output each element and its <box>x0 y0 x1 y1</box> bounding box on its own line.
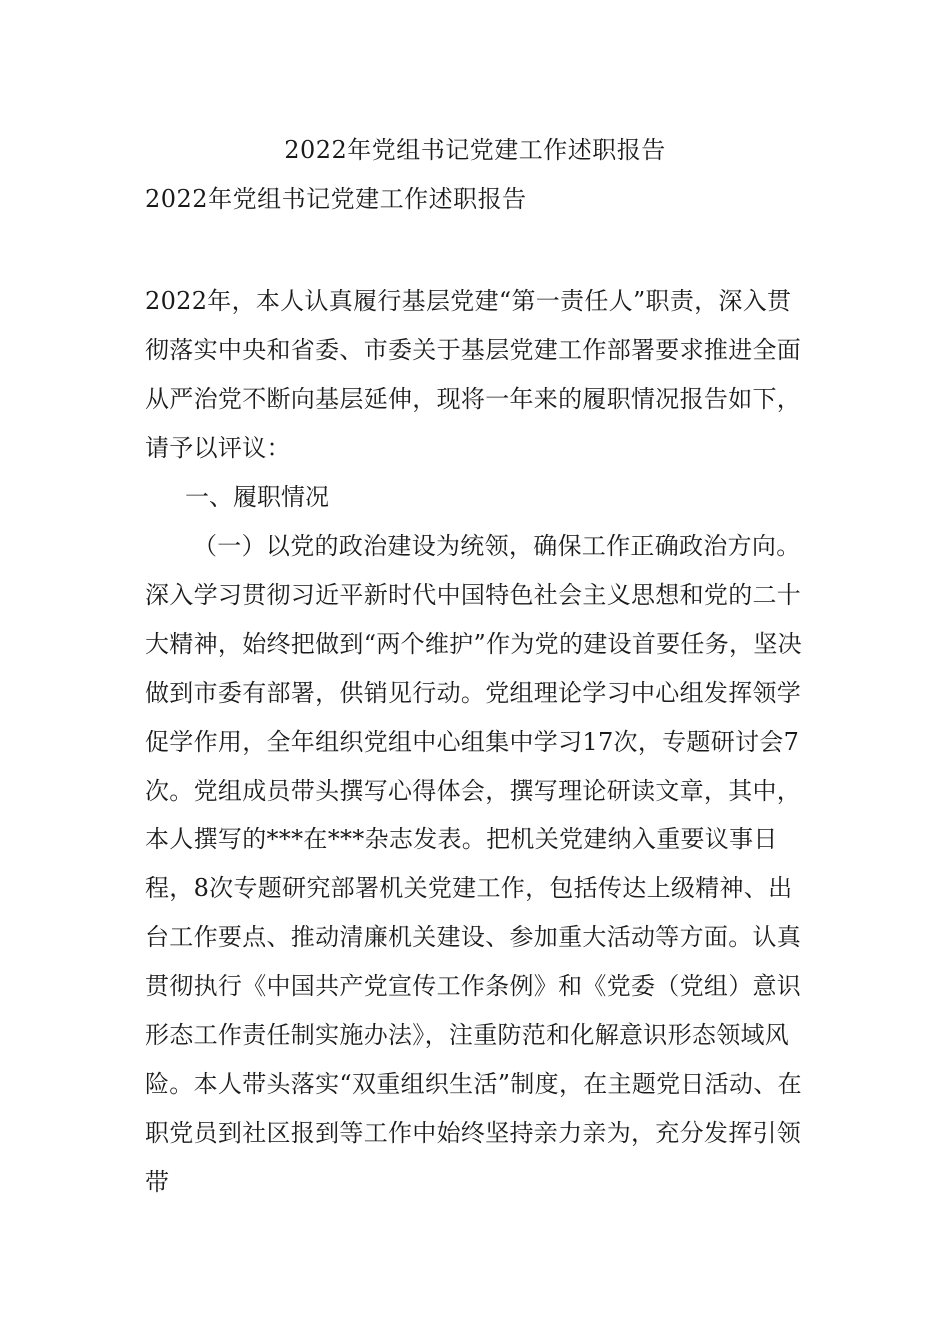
document-subtitle: 2022年党组书记党建工作述职报告 <box>145 185 527 213</box>
section-heading: 一、履职情况 <box>185 483 329 511</box>
intro-paragraph: 2022年，本人认真履行基层党建“第一责任人”职责，深入贯彻落实中央和省委、市委关于基层党建工作部署要求推进全面从严治党不断向基层延伸，现将一年来的履职情况报告如下，请予以评议： <box>145 287 802 462</box>
section-paragraph: （一）以党的政治建设为统领，确保工作正确政治方向。深入学习贯彻习近平新时代中国特色社会主义思想和党的二十大精神，始终把做到“两个维护”作为党的建设首要任务，坚决做到市委有部署，供销见行动。党组理论学习中心组发挥领学促学作用，全年组织党组中心组集中学习17次，专题研讨会7次。党组成员带头撰写心得体会，撰写理论研读文章，其中，本人撰写的***在***杂志发表。把机关党建纳入重要议事日程，8次专题研究部署机关党建工作，包括传达上级精神、出台工作要点、推动清廉机关建设、参加重大活动等方面。认真贯彻执行《中国共产党宣传工作条例》和《党委（党组）意识形态工作责任制实施办法》，注重防范和化解意识形态领域风险。本人带头落实“双重组织生活”制度，在主题党日活动、在职党员到社区报到等工作中始终坚持亲力亲为，充分发挥引领带 <box>145 532 802 1196</box>
document-title: 2022年党组书记党建工作述职报告 <box>284 136 666 164</box>
